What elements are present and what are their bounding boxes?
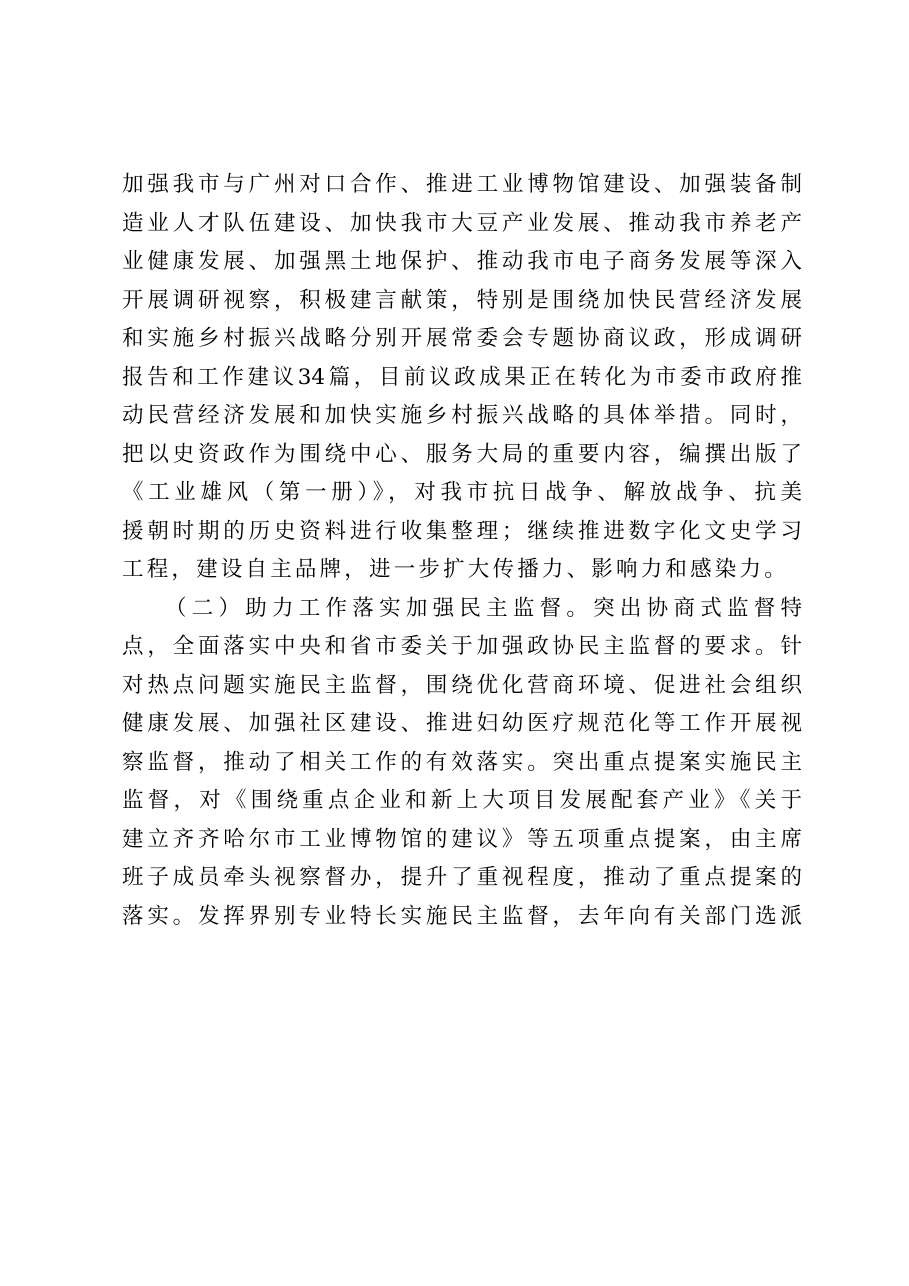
- text-line-content: 和实施乡村振兴战略分别开展常委会专题协商议政，形成调研: [122, 326, 802, 351]
- text-line: [122, 359, 802, 398]
- text-line-content: 建立齐齐哈尔市工业博物馆的建议》等五项重点提案，由主席: [122, 826, 802, 852]
- text-line: [122, 705, 802, 744]
- text-line-content: 工程，建设自主品牌，进一步扩大传播力、影响力和感染力。: [122, 557, 789, 582]
- text-line-content: 造业人才队伍建设、加快我市大豆产业发展、推动我市养老产: [122, 210, 802, 236]
- text-line: [122, 436, 802, 475]
- text-line: [122, 474, 802, 513]
- text-line-content: 落实。发挥界别专业特长实施民主监督，去年向有关部门选派: [122, 903, 802, 929]
- text-line: [122, 667, 802, 706]
- text-line-content: 《工业雄风（第一册）》，对我市抗日战争、解放战争、抗美: [122, 480, 802, 505]
- text-line-content: 动民营经济发展和加快实施乡村振兴战略的具体举措。同时，: [122, 403, 802, 428]
- text-line-content: 健康发展、加强社区建设、推进妇幼医疗规范化等工作开展视: [122, 711, 802, 736]
- text-line-content: 班子成员牵头视察督办，提升了重视程度，推动了重点提案的: [122, 865, 802, 890]
- text-line-content: 把以史资政作为围绕中心、服务大局的重要内容，编撰出版了: [122, 441, 802, 467]
- text-line-content: 业健康发展、加强黑土地保护、推动我市电子商务发展等深入: [122, 249, 802, 274]
- text-line: [122, 628, 802, 667]
- text-line-content: 对热点问题实施民主监督，围绕优化营商环境、促进社会组织: [122, 672, 802, 698]
- text-line: [122, 551, 802, 590]
- text-line-content: 加强我市与广州对口合作、推进工业博物馆建设、加强装备制: [122, 172, 802, 197]
- text-line-content: 援朝时期的历史资料进行收集整理；继续推进数字化文史学习: [122, 518, 802, 544]
- text-line-content: （二）助力工作落实加强民主监督。突出协商式监督特: [165, 595, 802, 621]
- text-line-content: 监督，对《围绕重点企业和新上大项目发展配套产业》《关于: [122, 788, 802, 813]
- text-line-content: 报告和工作建议34篇，目前议政成果正在转化为市委市政府推: [122, 364, 802, 390]
- text-line: [122, 744, 802, 783]
- text-line: [122, 898, 802, 937]
- text-line: [122, 513, 802, 552]
- text-line-content: 开展调研视察，积极建言献策，特别是围绕加快民营经济发展: [122, 287, 802, 313]
- text-line: [122, 782, 802, 821]
- text-line-content: 察监督，推动了相关工作的有效落实。突出重点提案实施民主: [122, 749, 802, 775]
- text-line: [122, 821, 802, 860]
- text-line: [122, 282, 802, 321]
- text-line: [122, 205, 802, 244]
- text-line-content: 点，全面落实中央和省市委关于加强政协民主监督的要求。针: [122, 634, 802, 659]
- section-heading-line: [122, 590, 802, 629]
- document-body: [122, 166, 802, 936]
- text-line: [122, 397, 802, 436]
- text-line: [122, 320, 802, 359]
- text-line: [122, 859, 802, 898]
- text-line: [122, 166, 802, 205]
- text-line: [122, 243, 802, 282]
